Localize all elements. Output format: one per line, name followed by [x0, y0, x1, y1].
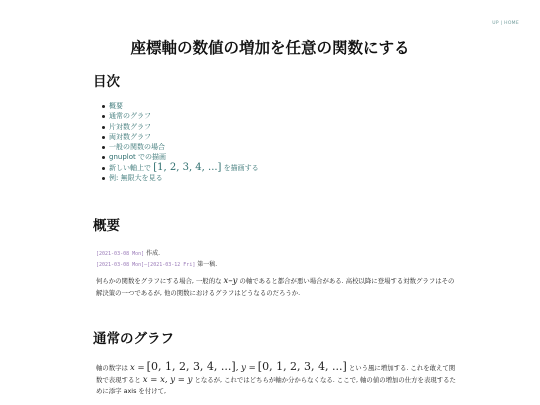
text-span: の軸であると都合が悪い場合がある. 高校以降に登場する対数グラフはその解決策の一つであるが, 他の関数におけるグラフはどうなるのだろうか. [96, 277, 455, 297]
history-entry-1 [96, 248, 160, 257]
toc-item-new-axis-text: 新しい軸上で [109, 163, 151, 172]
toc-item-infinity[interactable]: 例: 無限大を見る [109, 173, 259, 183]
text-span: 何らかの関数をグラフにする場合, 一般的な [96, 277, 222, 285]
history-note: 第一稿. [197, 261, 218, 268]
math-span: x = x, y = y [142, 374, 193, 385]
toc-item-new-axis-suffix: を描画する [223, 163, 259, 172]
toc-item-new-axis-math: [1, 2, 3, 4, ...] [153, 161, 222, 173]
text-span: となるが, これではどちらが軸か分からなくなる. ここで, 軸の値の増加の仕方を表現するために添字 axis を付けて, [96, 375, 456, 395]
math-span: , y = [235, 363, 256, 373]
text-span: という風に増加する. これを敢えて関数で表現すると [96, 364, 456, 384]
toc-item-normal-graph[interactable]: 通常のグラフ [109, 111, 259, 121]
overview-paragraph [96, 276, 456, 299]
toc-item-gnuplot[interactable]: gnuplot での描画 [109, 152, 259, 162]
up-home-link[interactable]: UP | HOME [492, 21, 519, 26]
normal-graph-paragraph [96, 361, 456, 398]
toc-item-new-axis[interactable] [109, 163, 259, 173]
toc-item-loglog-graph[interactable]: 両対数グラフ [109, 132, 259, 142]
table-of-contents [109, 101, 259, 183]
overview-heading: 概要 [93, 218, 120, 234]
history-entry-2 [96, 259, 217, 268]
normal-graph-heading: 通常のグラフ [93, 331, 174, 347]
timestamp: [2021-03-08 Mon] [96, 251, 145, 257]
text-span: 軸の数字は [96, 364, 128, 372]
timestamp: [2021-03-08 Mon]–[2021-03-12 Fri] [96, 262, 196, 268]
page-title: 座標軸の数値の増加を任意の関数にする [130, 39, 410, 57]
math-span: x–y [223, 276, 238, 286]
math-span: [0, 1, 2, 3, 4, ...] [146, 360, 236, 373]
toc-item-semilog-graph[interactable]: 片対数グラフ [109, 122, 259, 132]
history-note: 作成. [146, 250, 161, 257]
math-span: x = [130, 363, 145, 373]
math-span: [0, 1, 2, 3, 4, ...] [257, 360, 347, 373]
toc-heading: 目次 [93, 74, 120, 90]
toc-item-overview[interactable]: 概要 [109, 101, 259, 111]
toc-item-general-function[interactable]: 一般の関数の場合 [109, 142, 259, 152]
